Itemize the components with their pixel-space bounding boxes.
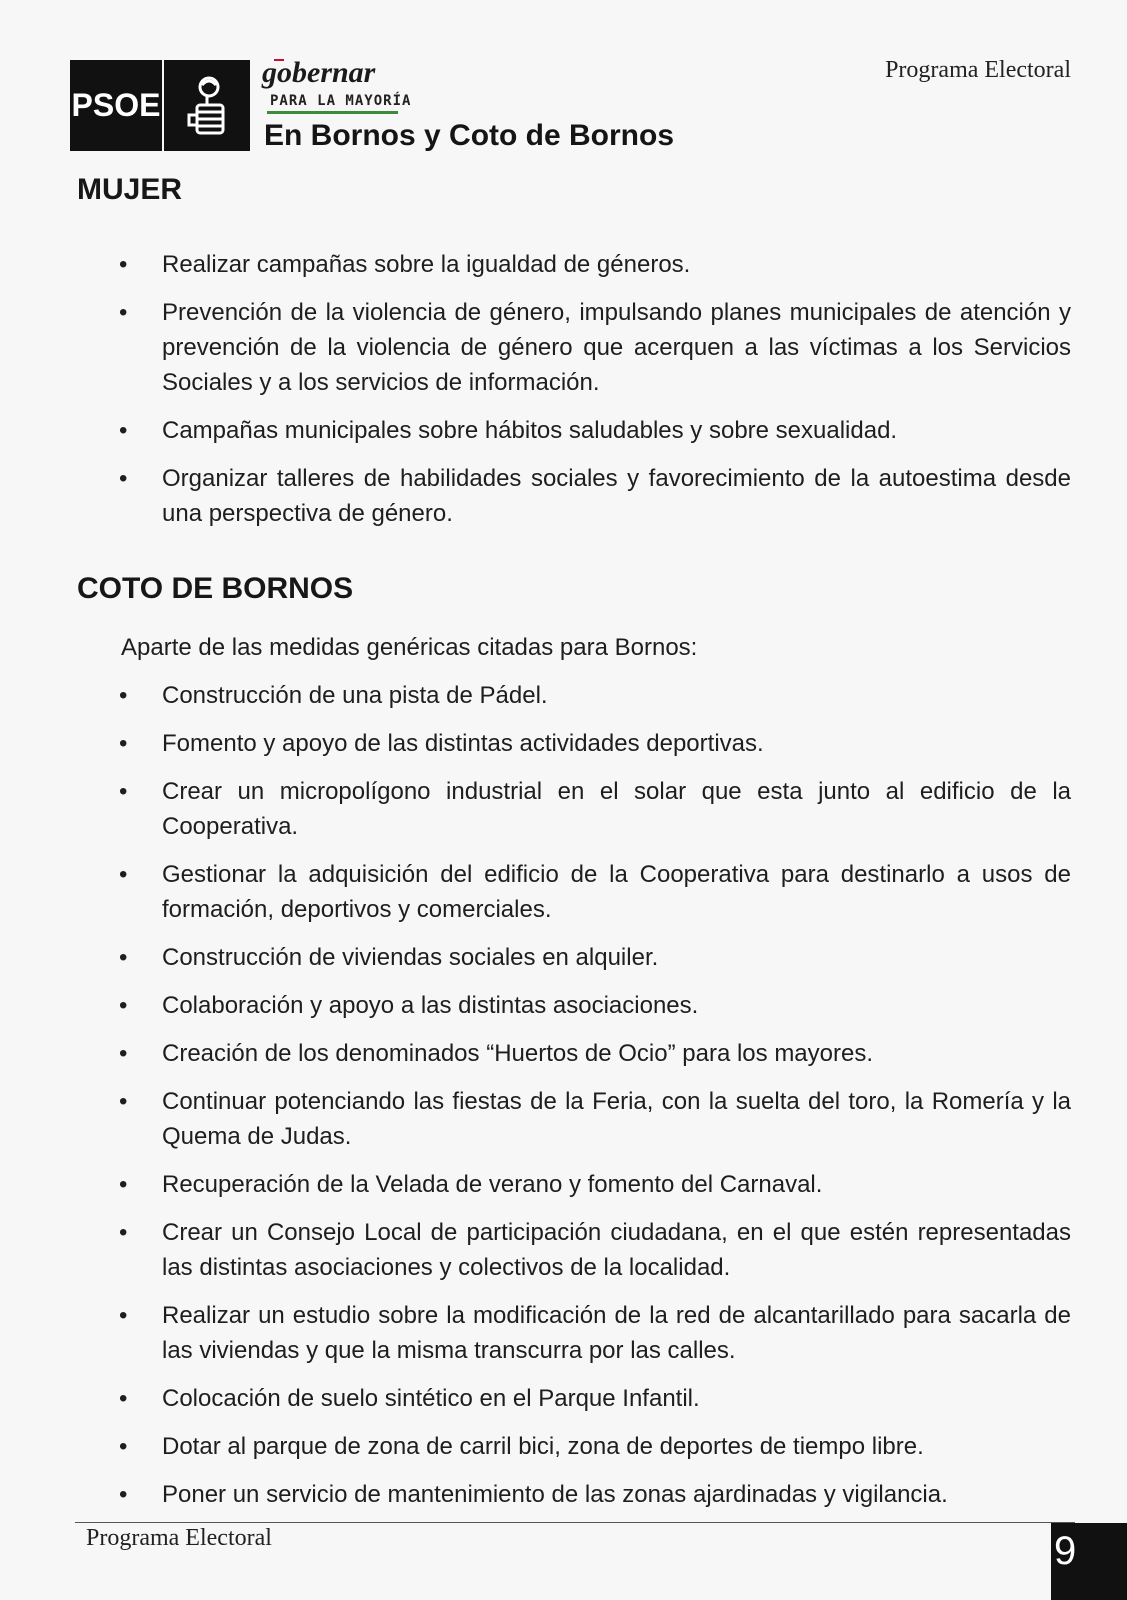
list-item: • Crear un micropolígono industrial en el solar que esta junto al edificio de la Cooperativa. (119, 778, 1071, 840)
slogan-subtitle: PARA LA MAYORÍA (270, 93, 412, 109)
fist-rose-icon (164, 71, 250, 141)
list-item: • Creación de los denominados “Huertos de Ocio” para los mayores. (119, 1040, 874, 1067)
list-item: • Construcción de una pista de Pádel. (119, 682, 548, 709)
page-number-box (1051, 1523, 1127, 1600)
list-item: • Dotar al parque de zona de carril bici, zona de deportes de tiempo libre. (119, 1433, 924, 1460)
header-program-label: Programa Electoral (885, 57, 1071, 83)
section-title-mujer: MUJER (77, 173, 183, 206)
list-item: • Organizar talleres de habilidades sociales y favorecimiento de la autoestima desde una perspectiva de género. (119, 465, 1071, 527)
list-item: • Prevención de la violencia de género, impulsando planes municipales de atención y prevención de la violencia de género que acerquen a las víctimas a los Servicios Sociales y a los servicios de información. (119, 299, 1071, 396)
list-item: • Colocación de suelo sintético en el Parque Infantil. (119, 1385, 700, 1412)
list-item: • Recuperación de la Velada de verano y fomento del Carnaval. (119, 1171, 823, 1198)
slogan-underline (267, 111, 398, 114)
page-number: 9 (1054, 1529, 1077, 1573)
footer-program-label: Programa Electoral (86, 1525, 272, 1551)
list-item: • Realizar un estudio sobre la modificación de la red de alcantarillado para sacarla de las viviendas y que la misma transcurra por las calles. (119, 1302, 1071, 1364)
list-item: • Continuar potenciando las fiestas de la Feria, con la suelta del toro, la Romería y la Quema de Judas. (119, 1088, 1071, 1150)
list-item: • Construcción de viviendas sociales en alquiler. (119, 944, 659, 971)
list-item: • Colaboración y apoyo a las distintas asociaciones. (119, 992, 699, 1019)
logo-text: PSOE (71, 87, 161, 123)
coto-list (0, 678, 1127, 1525)
mujer-list (0, 247, 1127, 544)
section-title-coto: COTO DE BORNOS (77, 572, 354, 605)
locality-title: En Bornos y Coto de Bornos (264, 119, 675, 152)
footer-divider (75, 1522, 1075, 1523)
slogan-main: gobernar (262, 56, 376, 89)
list-item: • Fomento y apoyo de las distintas actividades deportivas. (119, 730, 764, 757)
list-item: • Realizar campañas sobre la igualdad de géneros. (119, 251, 691, 278)
list-item: • Gestionar la adquisición del edificio de la Cooperativa para destinarlo a usos de formación, deportivos y comerciales. (119, 861, 1071, 923)
coto-intro: Aparte de las medidas genéricas citadas para Bornos: (121, 634, 698, 661)
list-item: • Campañas municipales sobre hábitos saludables y sobre sexualidad. (119, 417, 898, 444)
list-item: • Poner un servicio de mantenimiento de las zonas ajardinadas y vigilancia. (119, 1481, 948, 1508)
psoe-logo (70, 60, 250, 151)
list-item: • Crear un Consejo Local de participación ciudadana, en el que estén representadas las distintas asociaciones y colectivos de la localidad. (119, 1219, 1071, 1281)
